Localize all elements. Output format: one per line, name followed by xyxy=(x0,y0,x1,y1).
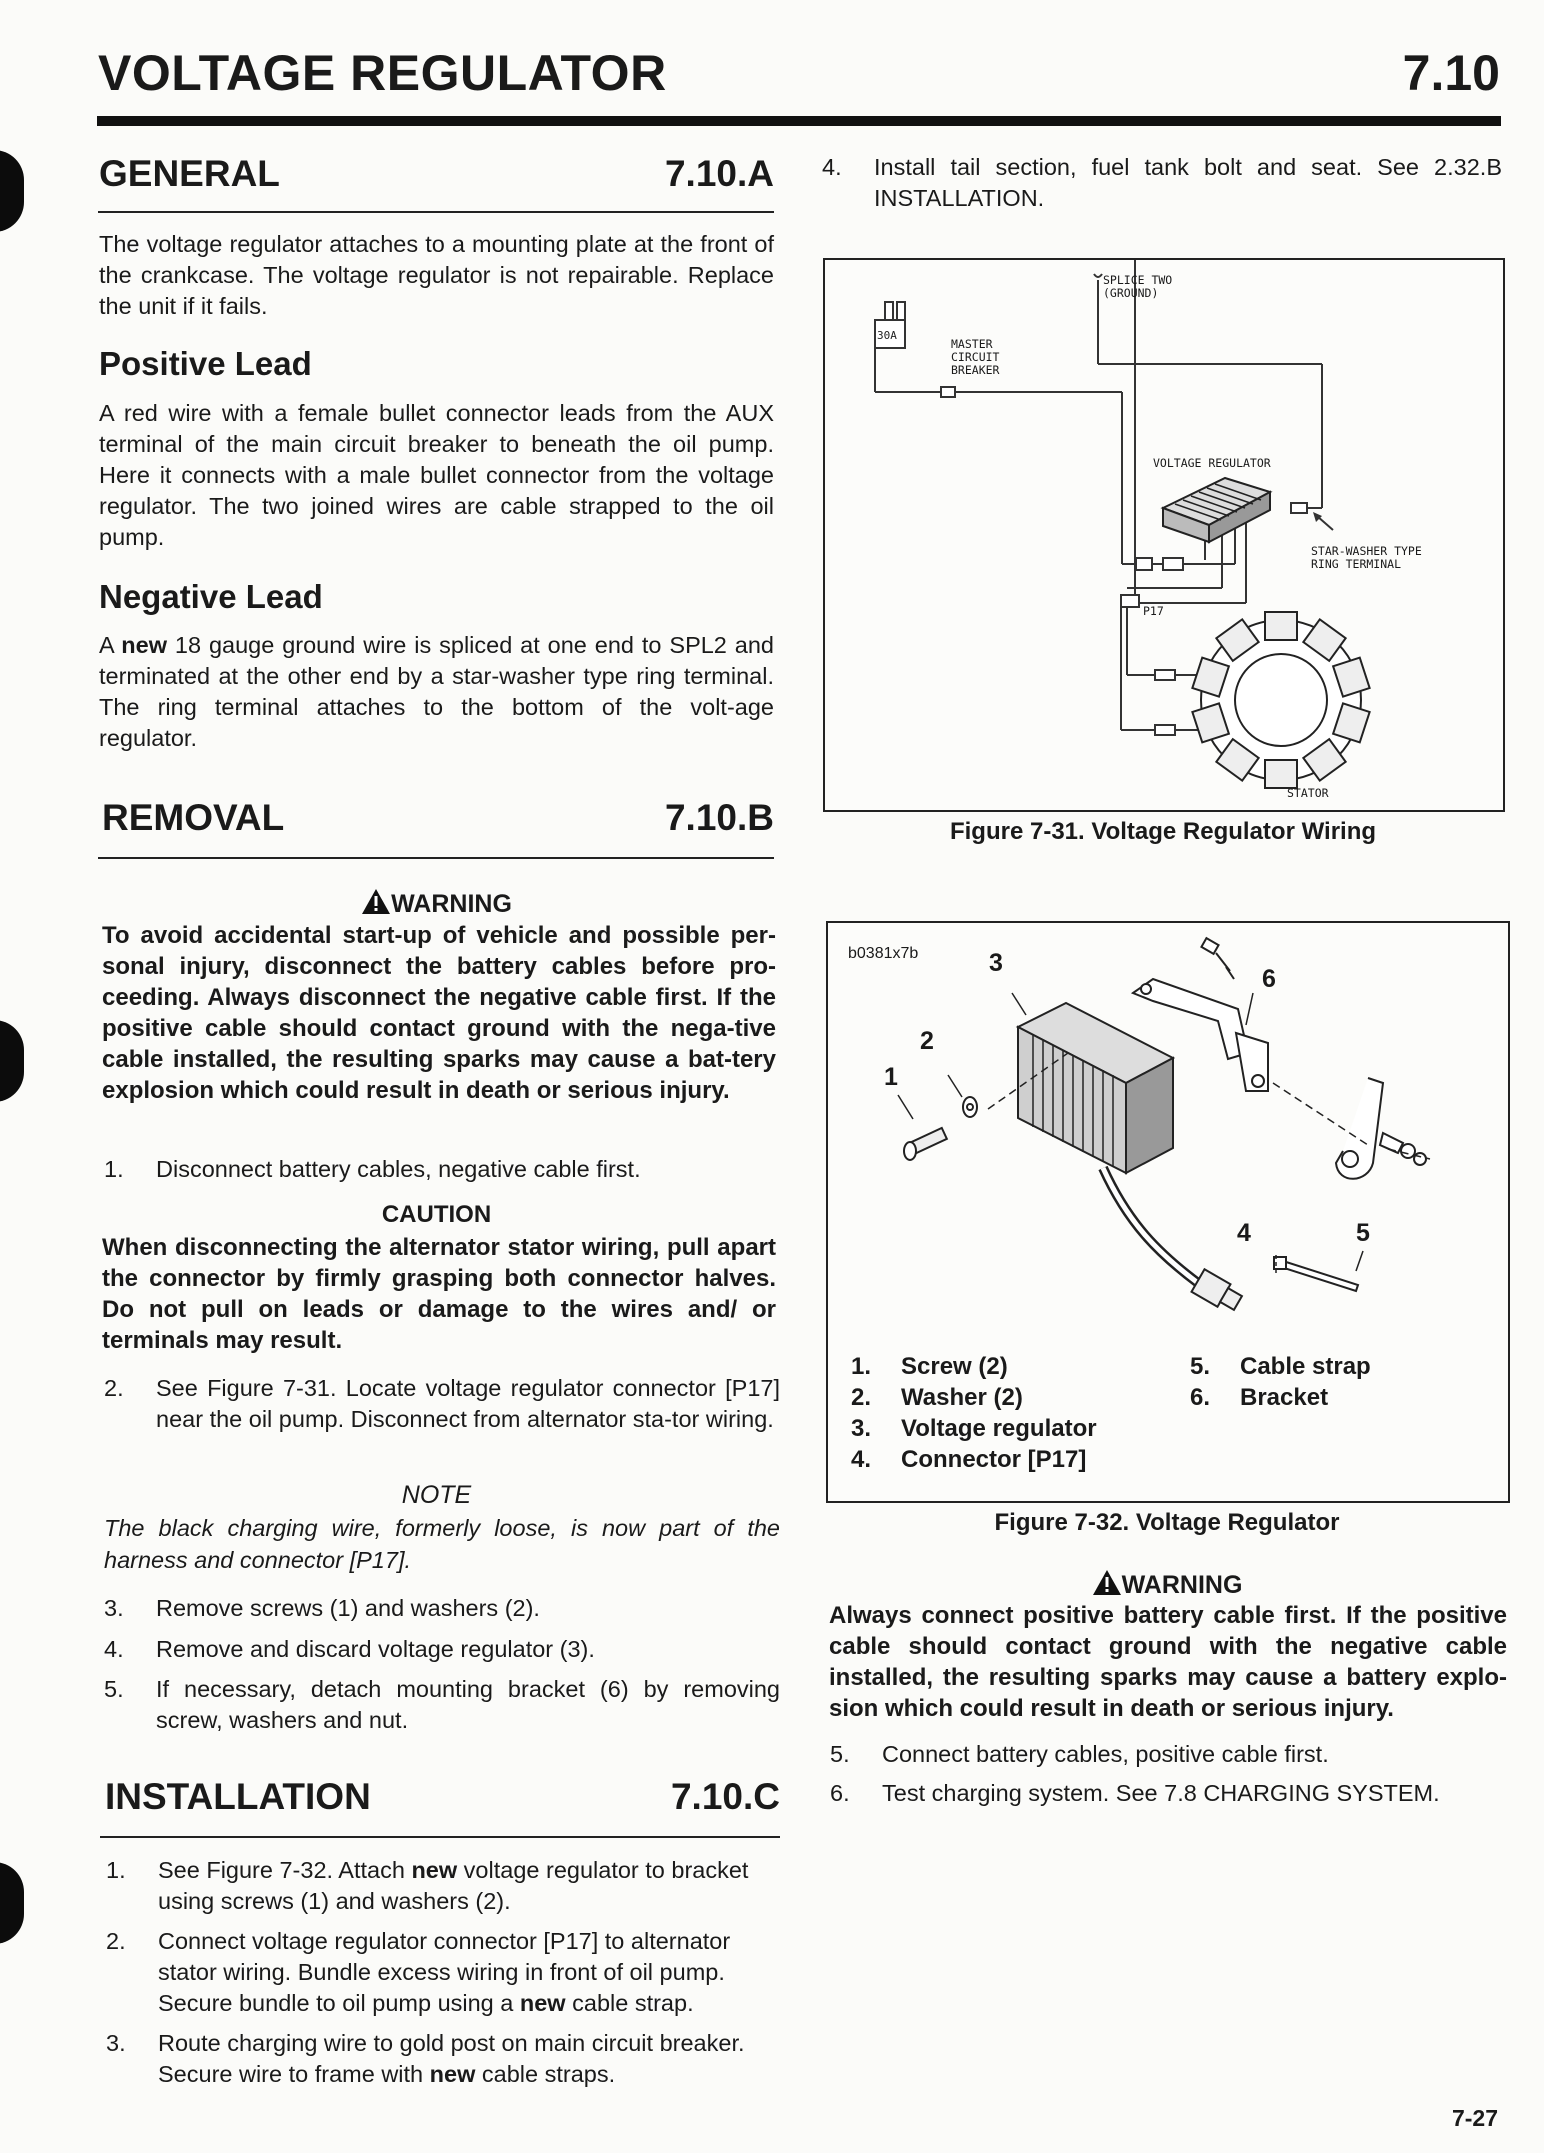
removal-step-5: 5. If necessary, detach mounting bracket (6) by removing screw, washers and nut. xyxy=(104,1676,780,1733)
callout-2: 2 xyxy=(920,1027,934,1055)
stator-icon xyxy=(1192,612,1369,788)
installation-step-3: 3. Route charging wire to gold post on main circuit breaker. Secure wire to frame with new cable straps. xyxy=(106,2030,745,2087)
warning-triangle-icon xyxy=(1092,1569,1122,1596)
washer-icon xyxy=(963,1097,977,1117)
removal-step-2: 2. See Figure 7-31. Locate voltage regulator connector [P17] near the oil pump. Disconnect from alternator sta-tor wiring. xyxy=(104,1375,780,1432)
negative-lead-text: A new 18 gauge ground wire is spliced at one end to SPL2 and terminated at the other end by a star-washer type ring terminal. The ring terminal attaches to the bottom of the volt-age regulator. xyxy=(99,632,774,751)
voltage-regulator-label: VOLTAGE REGULATOR xyxy=(1153,456,1271,470)
regulator-exploded-view xyxy=(828,923,1508,1323)
installation-step-1: 1. See Figure 7-32. Attach new voltage regulator to bracket using screws (1) and washers (2). xyxy=(106,1857,749,1914)
negative-lead-heading: Negative Lead xyxy=(99,578,323,615)
binder-hole xyxy=(0,1020,24,1102)
note-text: The black charging wire, formerly loose, is now part of the harness and connector [P17]. xyxy=(104,1515,780,1573)
header-rule xyxy=(97,116,1501,126)
callout-4: 4 xyxy=(1237,1219,1251,1247)
installation-heading: INSTALLATION xyxy=(105,1776,371,1817)
voltage-regulator-icon xyxy=(1163,478,1270,542)
removal-number: 7.10.B xyxy=(664,797,774,838)
positive-lead-text: A red wire with a female bullet connector leads from the AUX terminal of the main circuit breaker to beneath the oil pump. Here it connects with a male bullet connector from the voltage regulator. The two joined wires are cable strapped to the oil pump. xyxy=(99,400,774,550)
figure-7-32: b0381x7b 1 2 3 4 5 6 1. Screw (2) 2. Washer (2) 3. Voltage regulator 4. Connector [P17] 5. Cable strap 6. Bracket xyxy=(826,921,1510,1503)
binder-hole xyxy=(0,1862,24,1944)
splice-label: SPLICE TWO (GROUND) xyxy=(1103,273,1173,300)
section-rule xyxy=(98,857,774,859)
figure-7-31-caption: Figure 7-31. Voltage Regulator Wiring xyxy=(949,818,1377,845)
installation-step-6: 6. Test charging system. See 7.8 CHARGING SYSTEM. xyxy=(830,1780,1440,1806)
stator-label: STATOR xyxy=(1287,786,1329,800)
installation-warning-title: WARNING xyxy=(826,1569,1508,1600)
removal-warning-title: WARNING xyxy=(99,888,774,919)
binder-hole xyxy=(0,150,24,232)
callout-1: 1 xyxy=(884,1063,898,1091)
section-number: 7.10 xyxy=(1402,45,1500,101)
note-title: NOTE xyxy=(401,1481,472,1509)
screw-icon xyxy=(904,1128,947,1160)
star-washer-label: STAR-WASHER TYPE RING TERMINAL xyxy=(1311,544,1422,571)
installation-number: 7.10.C xyxy=(670,1776,780,1817)
installation-step-4: 4. Install tail section, fuel tank bolt and seat. See 2.32.B INSTALLATION. xyxy=(822,154,1502,211)
caution-title: CAUTION xyxy=(381,1201,492,1228)
callout-3: 3 xyxy=(989,949,1003,977)
master-breaker-label: MASTER CIRCUIT BREAKER xyxy=(951,337,1000,377)
wiring-diagram xyxy=(825,260,1503,810)
figure-7-32-caption: Figure 7-32. Voltage Regulator xyxy=(994,1509,1340,1536)
callout-6: 6 xyxy=(1262,965,1276,993)
figure-7-31 xyxy=(823,258,1505,812)
general-number: 7.10.A xyxy=(664,153,774,194)
page-title: VOLTAGE REGULATOR xyxy=(98,45,667,101)
warning-triangle-icon xyxy=(361,888,391,915)
installation-step-2: 2. Connect voltage regulator connector [P17] to alternator stator wiring. Bundle excess wiring in front of oil pump. Secure bundle to oil pump using a new cable strap. xyxy=(106,1928,731,2016)
removal-heading: REMOVAL xyxy=(102,797,285,838)
removal-warning-text: To avoid accidental start-up of vehicle and possible per-sonal injury, disconnect the battery cables before pro-ceeding. Always disconnect the negative cable first. If the positive cable should contact ground with the nega-tive cable installed, the resulting sparks may cause a bat-tery explosion which could result in death or serious injury. xyxy=(102,922,776,1104)
section-rule xyxy=(98,211,774,213)
removal-step-3: 3. Remove screws (1) and washers (2). xyxy=(104,1595,540,1621)
general-intro: The voltage regulator attaches to a mounting plate at the front of the crankcase. The voltage regulator is not repairable. Replace the unit if it fails. xyxy=(99,231,774,319)
connector-icon xyxy=(1192,1269,1242,1310)
cable-strap-icon xyxy=(1274,1257,1358,1291)
figure-code: b0381x7b xyxy=(848,945,919,962)
section-rule xyxy=(100,1836,780,1838)
positive-lead-heading: Positive Lead xyxy=(99,345,312,382)
caution-text: When disconnecting the alternator stator wiring, pull apart the connector by firmly grasping both connector halves. Do not pull on leads or damage to the wires and/ or terminals may result. xyxy=(102,1234,776,1354)
p17-label: P17 xyxy=(1143,604,1164,618)
voltage-regulator-icon xyxy=(1018,1003,1173,1173)
fuse-label: 30A xyxy=(877,329,897,342)
installation-step-5: 5. Connect battery cables, positive cable first. xyxy=(830,1741,1329,1767)
installation-warning-text: Always connect positive battery cable first. If the positive cable should contact ground with the negative cable installed, the resulting sparks may cause a battery explo-sion which could result in death or serious injury. xyxy=(829,1602,1507,1722)
callout-5: 5 xyxy=(1356,1219,1370,1247)
removal-step-4: 4. Remove and discard voltage regulator (3). xyxy=(104,1636,595,1662)
page-number: 7-27 xyxy=(1451,2105,1498,2131)
general-heading: GENERAL xyxy=(99,153,280,194)
